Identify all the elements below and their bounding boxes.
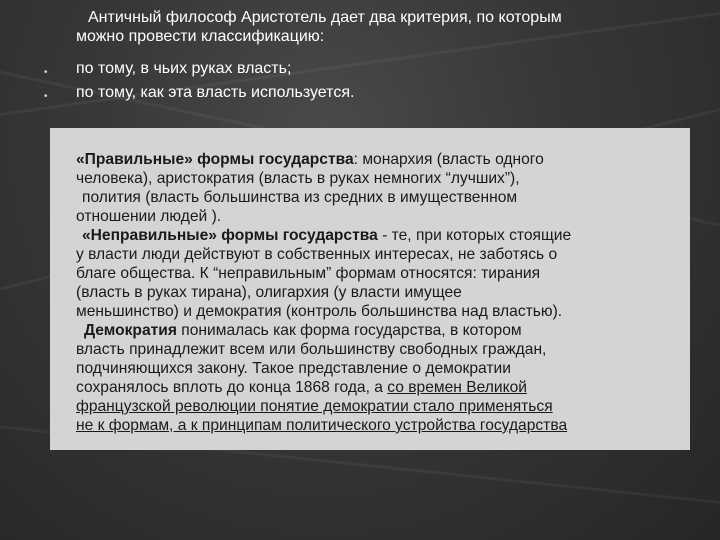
p3-link-line-6[interactable]: не к формам, а к принципам политического устройства государства (76, 417, 568, 434)
p3-heading: Демократия (84, 322, 177, 339)
p3-line-1: Демократия понималась как форма государства, в котором (84, 322, 522, 339)
p1-heading: «Правильные» формы государства (76, 151, 354, 168)
bullet-dot-icon: • (44, 91, 48, 102)
p2-line-3: благе общества. К “неправильным” формам относятся: тирания (76, 265, 541, 282)
p2-line-2: у власти люди действуют в собственных интересах, не заботясь о (76, 246, 558, 263)
bullet-dot-icon: • (44, 67, 48, 78)
p3-link-start[interactable]: со времен Великой (387, 379, 527, 396)
p2-line-1: «Неправильные» формы государства - те, при которых стоящие (82, 227, 572, 244)
p2-line-4: (власть в руках тирана), олигархия (у власти имущее (76, 284, 462, 301)
p1-line-2: человека), аристократия (власть в руках немногих “лучших”), (76, 170, 520, 187)
intro-bullet-2: по тому, как эта власть используется. (76, 84, 355, 101)
p1-line-1: «Правильные» формы государства: монархия (власть одного (76, 151, 544, 168)
p2-line-5: меньшинство) и демократия (контроль большинства над властью). (76, 303, 563, 320)
p3-line-4: сохранялось вплоть до конца 1868 года, а со времен Великой (76, 379, 527, 396)
intro-line-2: можно провести классификацию: (76, 28, 325, 45)
p3-link-line-5[interactable]: французской революции понятие демократии стало применяться (76, 398, 553, 415)
intro-block (0, 0, 720, 105)
main-text (76, 150, 686, 435)
p1-line-3: полития (власть большинства из средних в имущественном (82, 189, 518, 206)
p2-heading: «Неправильные» формы государства (82, 227, 378, 244)
p1-line-4: отношении людей ). (76, 208, 222, 225)
p3-line-3: подчиняющихся закону. Такое представление о демократии (76, 360, 511, 377)
p3-line-2: власть принадлежит всем или большинству свободных граждан, (76, 341, 547, 358)
intro-line-1: Античный философ Аристотель дает два критерия, по которым (88, 9, 562, 26)
intro-bullet-1: по тому, в чьих руках власть; (76, 60, 292, 77)
